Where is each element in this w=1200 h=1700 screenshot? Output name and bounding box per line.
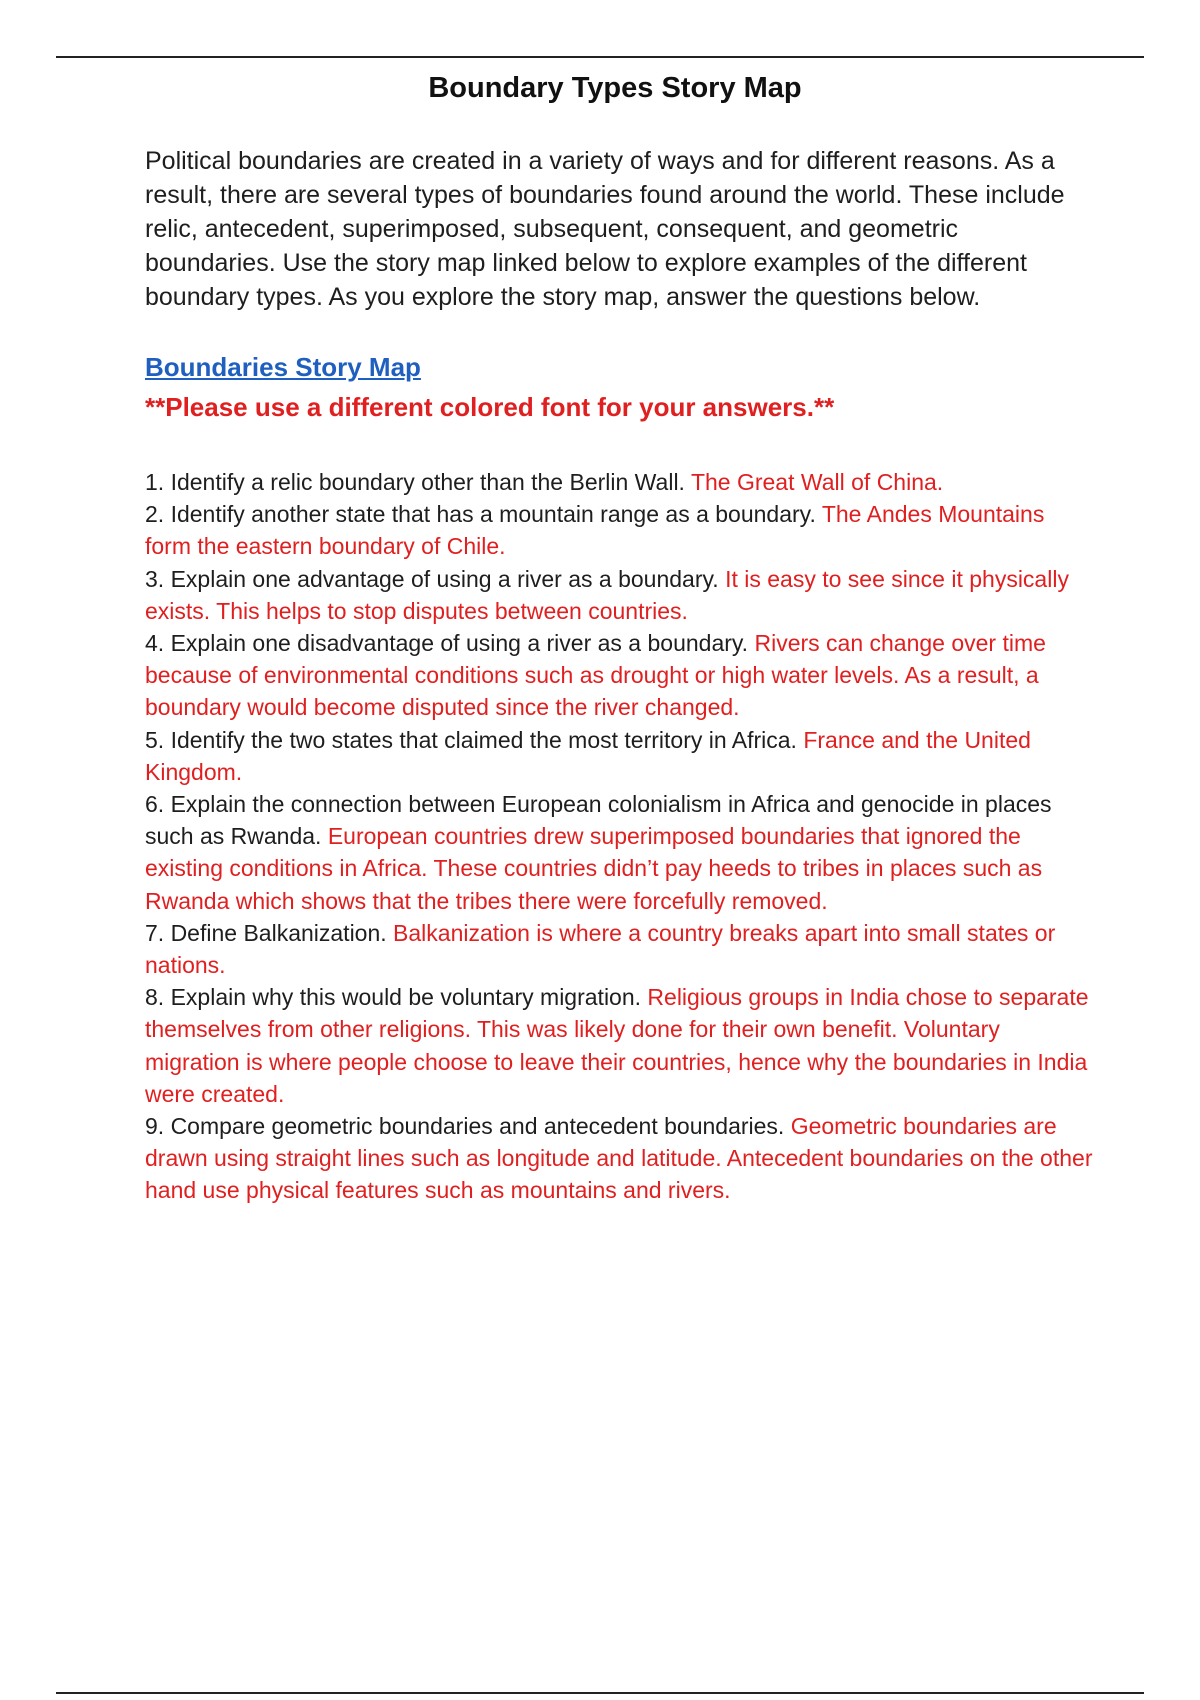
answer-font-notice: **Please use a different colored font for your answers.** (145, 392, 835, 422)
question-text: 6. Explain the connection between European colonialism in Africa and genocide in places such as Rwanda. (145, 791, 1052, 850)
question-text: 7. Define Balkanization. (145, 919, 387, 946)
answer-text: The Andes Mountains form the eastern boundary of Chile. (145, 501, 1045, 560)
question-text: 8. Explain why this would be voluntary migration. (145, 984, 642, 1011)
question-item-7 (145, 917, 1095, 981)
question-text: 4. Explain one disadvantage of using a river as a boundary. (145, 630, 749, 657)
question-item-9 (145, 1110, 1095, 1207)
intro-paragraph: Political boundaries are created in a variety of ways and for different reasons. As a result, there are several types of boundaries found around the world. These include relic, antecedent, superimposed, subsequent, consequent, and geometric boundaries. Use the story map linked below to explore examples of the different boundary types. As you explore the story map, answer the questions below. (145, 147, 1065, 311)
question-text: 1. Identify a relic boundary other than the Berlin Wall. (145, 469, 685, 495)
question-item-1 (145, 466, 1095, 498)
question-item-4 (145, 627, 1095, 724)
story-map-link[interactable]: Boundaries Story Map (145, 352, 421, 382)
question-text: 5. Identify the two states that claimed the most territory in Africa. (145, 726, 797, 753)
bottom-divider (56, 1692, 1144, 1694)
question-text: 3. Explain one advantage of using a river as a boundary. (145, 565, 719, 592)
question-text: 2. Identify another state that has a mountain range as a boundary. (145, 501, 816, 528)
answer-text: It is easy to see since it physically exists. This helps to stop disputes between countries. (145, 565, 1069, 624)
question-item-5 (145, 724, 1095, 788)
answer-text: France and the United Kingdom. (145, 726, 1031, 785)
answer-text: European countries drew superimposed boundaries that ignored the existing conditions in Africa. These countries didn’t pay heeds to tribes in places such as Rwanda which shows that the tribes there were forcefully removed. (145, 823, 1043, 914)
question-item-6 (145, 788, 1095, 917)
question-item-2 (145, 498, 1095, 562)
answer-text: Rivers can change over time because of environmental conditions such as drought or high water levels. As a result, a boundary would become disputed since the river changed. (145, 630, 1046, 721)
top-divider (56, 56, 1144, 58)
question-list (145, 466, 1095, 1207)
answer-text: Balkanization is where a country breaks apart into small states or nations. (145, 919, 1056, 979)
question-text: 9. Compare geometric boundaries and antecedent boundaries. (145, 1113, 785, 1140)
answer-text: Geometric boundaries are drawn using straight lines such as longitude and latitude. Antecedent boundaries on the other hand use physical features such as mountains and rivers. (145, 1113, 1093, 1204)
answer-text: Religious groups in India chose to separate themselves from other religions. This was likely done for their own benefit. Voluntary migration is where people choose to leave their countries, hence why the boundaries in India were created. (145, 984, 1089, 1107)
answer-text: The Great Wall of China. (690, 469, 944, 495)
question-item-3 (145, 563, 1095, 627)
question-item-8 (145, 981, 1095, 1110)
document-title: Boundary Types Story Map (428, 72, 802, 104)
